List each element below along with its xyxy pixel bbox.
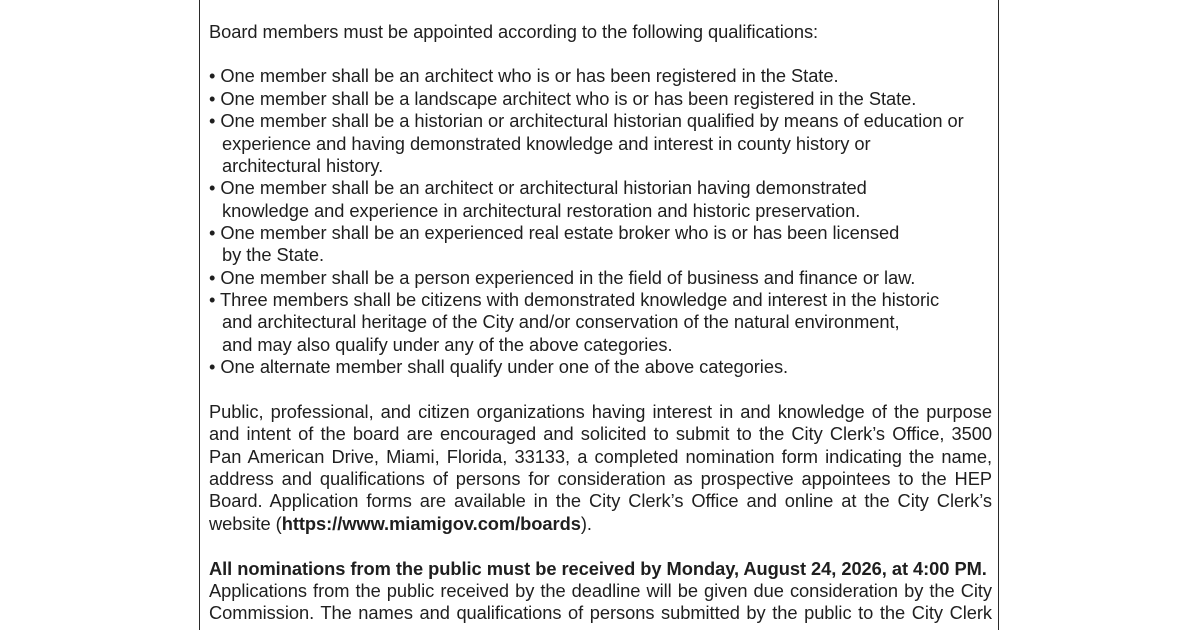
bullet-architect: • One member shall be an architect who is or has been registered in the State. (209, 65, 839, 86)
bullet-business: • One member shall be a person experienced in the field of business and finance or law. (209, 267, 916, 288)
paragraph2-line-1: Public, professional, and citizen organizations having interest in and knowledge of the purpose (209, 401, 992, 422)
bullet-citizens-cont-2: and may also qualify under any of the above categories. (222, 334, 673, 355)
bullet-landscape-architect: • One member shall be a landscape architect who is or has been registered in the State. (209, 88, 917, 109)
website-prefix: website ( (209, 513, 282, 534)
paragraph2-line-2: and intent of the board are encouraged and solicited to submit to the City Clerk’s Office, 3500 (209, 423, 992, 444)
paragraph2-line-3: Pan American Drive, Miami, Florida, 33133, a completed nomination form indicating the name, (209, 446, 992, 467)
paragraph2-website-line (209, 513, 592, 535)
bullet-restoration-cont: knowledge and experience in architectural restoration and historic preservation. (222, 200, 861, 221)
bullet-citizens: • Three members shall be citizens with demonstrated knowledge and interest in the historic (209, 289, 940, 310)
bullet-historian-cont-1: experience and having demonstrated knowledge and interest in county history or (222, 133, 871, 154)
bullet-restoration: • One member shall be an architect or architectural historian having demonstrated (209, 177, 867, 198)
website-link[interactable]: https://www.miamigov.com/boards (281, 513, 581, 534)
paragraph2-line-5: Board. Application forms are available in the City Clerk’s Office and online at the City Clerk’s (209, 490, 992, 511)
bullet-citizens-cont-1: and architectural heritage of the City and/or conservation of the natural environment, (222, 311, 900, 332)
paragraph3-line-1: Applications from the public received by the deadline will be given due consideration by the City (209, 580, 992, 601)
bullet-alternate: • One alternate member shall qualify under one of the above categories. (209, 356, 789, 377)
paragraph2-line-4: address and qualifications of persons for consideration as prospective appointees to the HEP (209, 468, 992, 489)
website-suffix: ). (580, 513, 592, 534)
bullet-historian: • One member shall be a historian or architectural historian qualified by means of education or (209, 110, 964, 131)
deadline-notice: All nominations from the public must be received by Monday, August 24, 2026, at 4:00 PM. (209, 558, 987, 579)
bullet-real-estate: • One member shall be an experienced real estate broker who is or has been licensed (209, 222, 900, 243)
intro-text: Board members must be appointed according to the following qualifications: (209, 21, 819, 42)
paragraph3-line-2: Commission. The names and qualifications of persons submitted by the public to the City Clerk (209, 602, 992, 623)
bullet-real-estate-cont: by the State. (222, 244, 324, 265)
bullet-historian-cont-2: architectural history. (222, 155, 384, 176)
